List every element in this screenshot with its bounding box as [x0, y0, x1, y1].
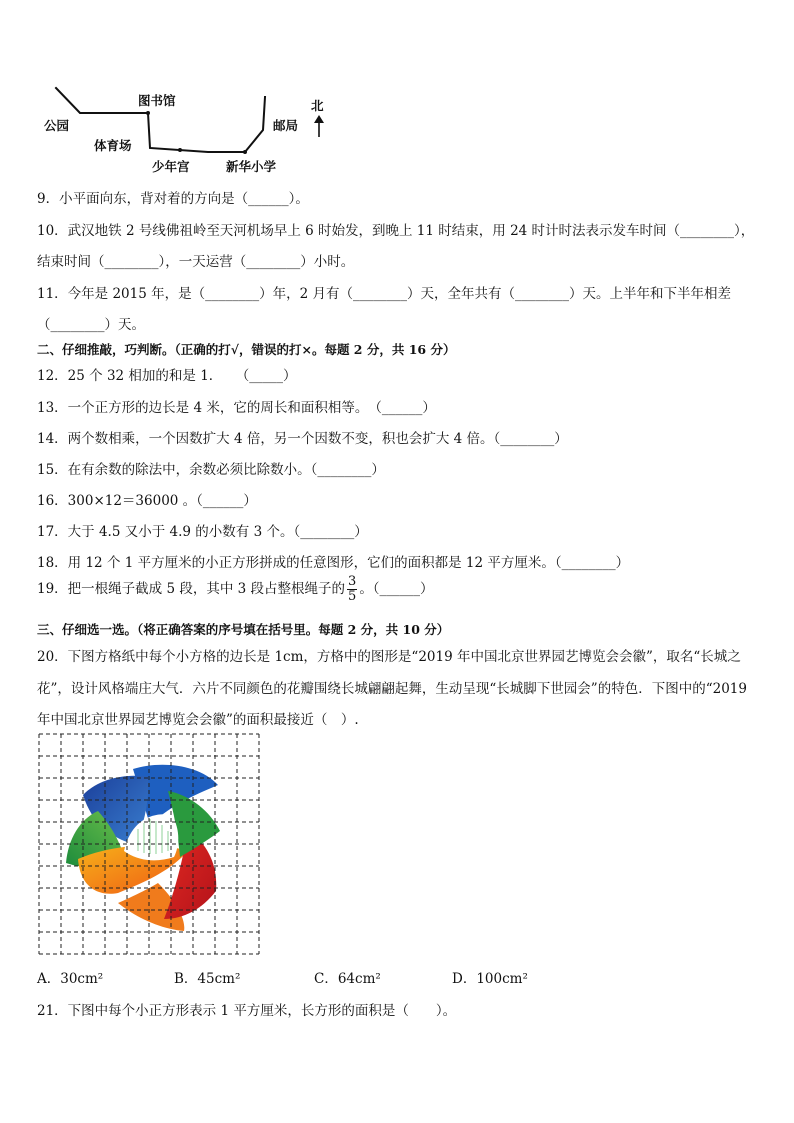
- question-12: 12．25 个 32 相加的和是 1． （_____）: [37, 368, 297, 384]
- option-d: D．100cm²: [452, 971, 528, 987]
- question-20-line3: 年中国北京世界园艺博览会会徽”的面积最接近（ ）.: [37, 712, 359, 728]
- option-c: C．64cm²: [314, 971, 381, 987]
- route-lines: [0, 0, 360, 180]
- map-label-north: 北: [311, 98, 324, 113]
- question-11-line1: 11．今年是 2015 年，是（________）年，2 月有（________）天，全年共有（________）天。上半年和下半年相差: [37, 286, 731, 302]
- question-20-line2: 花”，设计风格端庄大气．六片不同颜色的花瓣围绕长城翩翩起舞，生动呈现“长城脚下世园会”的特色．下图中的“2019: [37, 681, 747, 697]
- up-arrow-icon: [312, 114, 326, 138]
- fraction-numerator: 3: [348, 574, 357, 589]
- question-9: 9．小平面向东，背对着的方向是（______）。: [37, 191, 309, 207]
- question-19-text: 19．把一根绳子截成 5 段，其中 3 段占整根绳子的: [37, 581, 346, 597]
- map-label-post-office: 邮局: [273, 118, 299, 133]
- question-11-line2: （________）天。: [37, 317, 145, 333]
- question-15: 15．在有余数的除法中，余数必须比除数小。（________）: [37, 462, 385, 478]
- question-20-line1: 20．下图方格纸中每个小方格的边长是 1cm，方格中的图形是“2019 年中国北京世界园艺博览会会徽”，取名“长城之: [37, 649, 741, 665]
- question-10-line1: 10．武汉地铁 2 号线佛祖岭至天河机场早上 6 时始发，到晚上 11 时结束，用 24 时计时法表示发车时间（________），: [37, 223, 755, 239]
- question-13: 13．一个正方形的边长是 4 米，它的周长和面积相等。 （______）: [37, 400, 436, 416]
- map-label-youth-palace: 少年宫: [152, 159, 190, 174]
- question-19: [37, 575, 434, 604]
- expo-flower-logo-icon: [38, 733, 264, 955]
- option-b: B．45cm²: [174, 971, 241, 987]
- map-label-stadium: 体育场: [94, 138, 132, 153]
- map-label-xinhua-school: 新华小学: [226, 159, 277, 174]
- section-2-heading: 二、仔细推敲，巧判断。（正确的打√，错误的打×。每题 2 分，共 16 分）: [37, 342, 456, 357]
- question-16: 16．300×12＝36000 。（______）: [37, 493, 257, 509]
- fraction-denominator: 5: [348, 589, 357, 604]
- fraction-three-fifths: [347, 575, 357, 604]
- question-10-line2: 结束时间（________），一天运营（________）小时。: [37, 254, 355, 270]
- map-label-library: 图书馆: [138, 93, 176, 108]
- question-21: 21．下图中每个小正方形表示 1 平方厘米，长方形的面积是（ ）。: [37, 1003, 457, 1019]
- option-a: A．30cm²: [37, 971, 104, 987]
- question-17: 17．大于 4.5 又小于 4.9 的小数有 3 个。（________）: [37, 524, 368, 540]
- map-label-park: 公园: [44, 118, 70, 133]
- question-19-answer: 。（______）: [359, 581, 434, 597]
- section-3-heading: 三、仔细选一选。（将正确答案的序号填在括号里。每题 2 分，共 10 分）: [37, 622, 450, 637]
- question-14: 14．两个数相乘，一个因数扩大 4 倍，另一个因数不变，积也会扩大 4 倍。（________）: [37, 431, 568, 447]
- question-18: 18．用 12 个 1 平方厘米的小正方形拼成的任意图形，它们的面积都是 12 平方厘米。（________）: [37, 555, 630, 571]
